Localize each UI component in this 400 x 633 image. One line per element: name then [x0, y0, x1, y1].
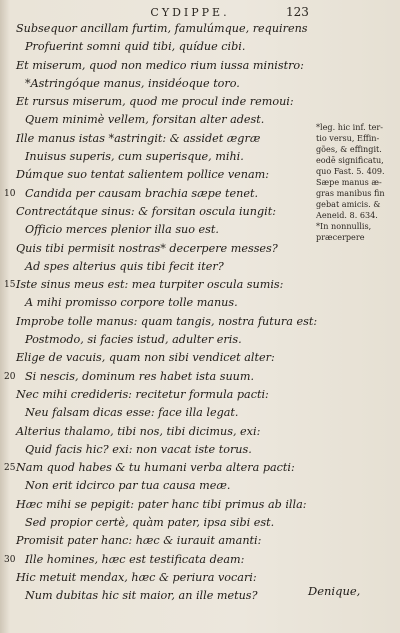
verse-line: [10, 240, 310, 258]
verse-line-text: Alterius thalamo, tibi nos, tibi dicimus, exi:: [16, 424, 261, 438]
verse-line-text: Elige de vacuis, quam non sibi vendicet alter:: [16, 351, 275, 365]
verse-line-text: Hic metuit mendax, hæc & periura vocari:: [16, 570, 257, 584]
verse-line: [10, 477, 310, 495]
verse-line: [10, 532, 310, 550]
verse-line-text: Profuerint somni quid tibi, quídue cibi.: [25, 40, 246, 54]
verse-line-text: Candida per causam brachia sæpe tenet.: [25, 186, 259, 200]
verse-line-text: Nam quod habes & tu humani verba altera pacti:: [16, 461, 295, 475]
marginal-note-line: gras manibus fin: [316, 188, 385, 198]
verse-line: [10, 111, 310, 129]
verse-line: [4, 276, 310, 294]
verse-line-text: Iste sinus meus est: mea turpiter oscula sumis:: [16, 278, 284, 292]
verse-line-text: Ille manus istas *astringit: & assidet ægræ: [16, 131, 261, 145]
verse-line-text: Et miserum, quod non medico rium iussa ministro:: [16, 58, 304, 72]
verse-line: [10, 57, 310, 75]
verse-line: [10, 221, 310, 239]
marginal-note-line: Sæpe manus æ-: [316, 177, 382, 187]
verse-line: [10, 404, 310, 422]
verse-text: [4, 20, 318, 606]
running-title: CYDIPPE.: [150, 6, 230, 19]
verse-line-text: Promisit pater hanc: hæc & iurauit amanti:: [16, 534, 262, 548]
verse-line: [10, 93, 310, 111]
verse-line: [10, 258, 310, 276]
verse-line: [10, 587, 310, 605]
verse-line: [10, 38, 310, 56]
verse-line: [10, 203, 310, 221]
verse-line-text: Et rursus miserum, quod me procul inde remoui:: [16, 95, 294, 109]
verse-line: [10, 313, 318, 331]
verse-line-text: Neu falsam dicas esse: face illa legat.: [25, 406, 239, 420]
line-number: 10: [4, 188, 16, 199]
verse-line: [10, 148, 310, 166]
verse-line: [4, 368, 310, 386]
verse-line: [10, 166, 310, 184]
verse-line: [10, 75, 310, 93]
verse-line-text: *Astringóque manus, insidéoque toro.: [25, 76, 240, 90]
verse-line: [10, 294, 310, 312]
verse-line-text: Ille homines, hæc est testificata deam:: [25, 552, 245, 566]
marginal-note-line: gões, & effingit.: [316, 144, 382, 154]
verse-line-text: Officio merces plenior illa suo est.: [25, 223, 219, 237]
line-number: 15: [4, 280, 16, 291]
marginal-note-line: *leg. hic inf. ter-: [316, 122, 383, 132]
verse-line-text: Ad spes alterius quis tibi fecit iter?: [25, 259, 224, 273]
verse-line-text: Nec mihi credideris: recitetur formula pacti:: [16, 387, 269, 401]
catchword: Denique,: [308, 584, 361, 598]
marginal-note-line: tio versu, Effin-: [316, 133, 380, 143]
verse-line: [4, 459, 310, 477]
verse-line: [10, 423, 310, 441]
verse-line-text: Subsequor ancillam furtim, famulúmque, requirens: [16, 22, 308, 35]
verse-line-text: Sed propior certè, quàm pater, ipsa sibi est.: [25, 516, 275, 530]
verse-line-text: Quis tibi permisit nostras* decerpere messes?: [16, 241, 278, 255]
marginal-note-line: eodē significatu,: [316, 155, 384, 165]
verse-line: [10, 386, 310, 404]
marginal-note-line: præcerpere: [316, 232, 365, 242]
verse-line: [10, 349, 310, 367]
verse-line: [4, 551, 310, 569]
verse-line: [10, 20, 310, 38]
line-number: 20: [4, 371, 16, 382]
marginal-note-line: Aeneid. 8. 634.: [316, 210, 378, 220]
marginal-note: [316, 122, 396, 243]
line-number: 25: [4, 463, 16, 474]
verse-line-text: Contrectátque sinus: & forsitan oscula iungit:: [16, 204, 276, 218]
page-number: 123: [286, 5, 309, 19]
marginal-note-line: quo Fast. 5. 409.: [316, 166, 385, 176]
verse-line: [10, 331, 310, 349]
verse-line: [10, 496, 310, 514]
verse-line-text: Postmodo, si facies istud, adulter eris.: [25, 333, 242, 347]
verse-line-text: Non erit idcirco par tua causa meæ.: [25, 479, 231, 493]
verse-line: [4, 185, 310, 203]
verse-line-text: Num dubitas hic sit maior, an ille metus?: [25, 589, 258, 603]
line-number: 30: [4, 554, 16, 565]
verse-line: [10, 130, 310, 148]
verse-line-text: Hæc mihi se pepigit: pater hanc tibi primus ab illa:: [16, 497, 307, 511]
verse-line-text: A mihi promisso corpore tolle manus.: [25, 296, 238, 310]
verse-line: [10, 441, 310, 459]
verse-line-text: Dúmque suo tentat salientem pollice venam:: [16, 168, 270, 182]
verse-line-text: Quid facis hic? exi: non vacat iste torus.: [25, 442, 252, 456]
verse-line-text: Inuisus superis, cum superisque, mihi.: [25, 150, 244, 164]
verse-line-text: Improbe tolle manus: quam tangis, nostra futura est:: [16, 314, 318, 328]
marginal-note-line: gebat amicis. &: [316, 199, 381, 209]
verse-line-text: Quem minimè vellem, forsitan alter adest.: [25, 113, 265, 127]
verse-line: [10, 514, 310, 532]
verse-line-text: Si nescis, dominum res habet ista suum.: [25, 369, 255, 383]
marginal-note-line: *In nonnullis,: [316, 221, 372, 231]
verse-line: [10, 569, 310, 587]
